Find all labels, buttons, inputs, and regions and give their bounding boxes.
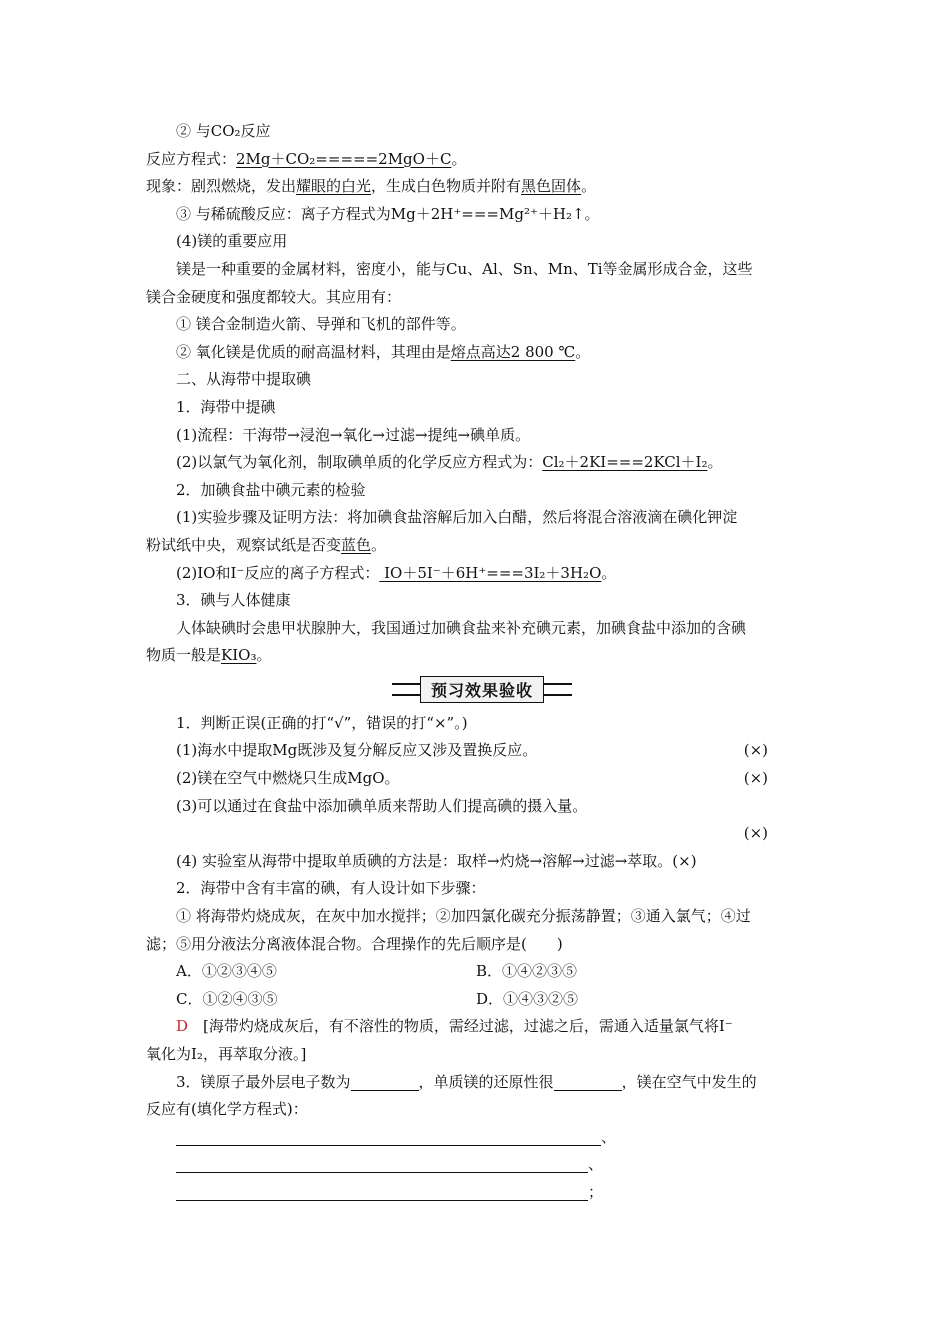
acid-reaction-line: ③ 与稀硫酸反应：离子方程式为Mg＋2H⁺===Mg²⁺＋H₂↑。 — [176, 204, 600, 223]
question-1: 1．判断正误(正确的打“√”，错误的打“×”。) — [176, 713, 468, 732]
banner-left-bar — [392, 683, 420, 696]
question-3-line-1: 3．镁原子最外层电子数为 ，单质镁的还原性很 ，镁在空气中发生的 — [176, 1072, 757, 1091]
application-item-1: ① 镁合金制造火箭、导弹和飞机的部件等。 — [176, 315, 466, 334]
question-1-item-1: (1)海水中提取Mg既涉及复分解反应又涉及置换反应。 (×) — [146, 737, 818, 765]
answer-mark: (×) — [743, 824, 768, 843]
option-a: A．①②③④⑤ — [176, 962, 277, 981]
fill-blank[interactable] — [176, 1127, 601, 1146]
chlorine-equation-line: (2)以氯气为氧化剂，制取碘单质的化学反应方程式为：Cl₂＋2KI===2KCl＋I₂。 — [176, 453, 723, 472]
process-flow-line: (1)流程：干海带→浸泡→氧化→过滤→提纯→碘单质。 — [176, 425, 531, 444]
answer-mark: (×) — [743, 741, 768, 760]
fill-blank[interactable] — [554, 1072, 622, 1091]
health-para-1: 人体缺碘时会患甲状腺肿大，我国通过加碘食盐来补充碘元素，加碘食盐中添加的含碘 — [176, 618, 747, 637]
co2-equation: 2Mg＋CO₂=====2MgO＋C — [236, 149, 452, 168]
ionic-equation-line: (2)IO和I⁻反应的离子方程式： IO＋5I⁻＋6H⁺===3I₂＋3H₂O。 — [176, 563, 617, 582]
application-title: (4)镁的重要应用 — [176, 232, 288, 251]
application-para-1: 镁是一种重要的金属材料，密度小，能与Cu、Al、Sn、Mn、Ti等金属形成合金，这些 — [176, 259, 753, 278]
co2-equation-line: 反应方程式：2Mg＋CO₂=====2MgO＋C。 — [146, 149, 467, 168]
heading-iodine-extraction: 1．海带中提碘 — [176, 397, 276, 416]
application-para-2: 镁合金硬度和强度都较大。其应用有： — [146, 287, 402, 306]
heading-iodine-health: 3．碘与人体健康 — [176, 591, 291, 610]
answer-letter: D — [176, 1017, 189, 1036]
section-banner — [392, 676, 572, 703]
health-para-2: 物质一般是KIO₃。 — [146, 646, 272, 665]
answer-mark: (×) — [743, 769, 768, 788]
question-2-steps-2: 滤；⑤用分液法分离液体混合物。合理操作的先后顺序是( ) — [146, 934, 563, 953]
question-3-line-2: 反应有(填化学方程式)： — [146, 1100, 308, 1119]
document-page — [146, 118, 818, 1207]
options-row-2 — [146, 986, 818, 1014]
fill-blank[interactable] — [176, 1154, 588, 1173]
question-1-item-2: (2)镁在空气中燃烧只生成MgO。 (×) — [146, 765, 818, 793]
phenomenon-line: 现象：剧烈燃烧，发出耀眼的白光，生成白色物质并附有黑色固体。 — [146, 177, 597, 196]
banner-title: 预习效果验收 — [420, 676, 544, 703]
test-method-line-1: (1)实验步骤及证明方法：将加碘食盐溶解后加入白醋，然后将混合溶液滴在碘化钾淀 — [176, 508, 738, 527]
answer-line-2: 、 — [146, 1151, 818, 1179]
fill-blank[interactable] — [351, 1072, 419, 1091]
question-2-steps-1: ① 将海带灼烧成灰，在灰中加水搅拌；②加四氯化碳充分振荡静置；③通入氯气；④过 — [176, 907, 751, 926]
option-c: C．①②④③⑤ — [176, 989, 278, 1008]
co2-reaction-title: ② 与CO₂反应 — [176, 122, 271, 140]
question-1-item-3-mark-line — [146, 820, 818, 848]
section-2-title: 二、从海带中提取碘 — [176, 370, 312, 389]
banner-right-bar — [544, 683, 572, 696]
question-1-item-4: (4) 实验室从海带中提取单质碘的方法是：取样→灼烧→溶解→过滤→萃取。(×) — [176, 851, 697, 870]
answer-explanation-2: 氧化为I₂，再萃取分液。] — [146, 1045, 307, 1063]
section-banner-row — [146, 670, 818, 710]
options-row-1 — [146, 958, 818, 986]
question-2: 2．海带中含有丰富的碘，有人设计如下步骤： — [176, 879, 486, 898]
option-b: B．①④②③⑤ — [476, 962, 578, 981]
heading-iodine-test: 2．加碘食盐中碘元素的检验 — [176, 480, 366, 499]
answer-line-1: 、 — [146, 1124, 818, 1152]
option-d: D．①④③②⑤ — [476, 989, 579, 1008]
answer-line-3: ； — [146, 1179, 818, 1207]
fill-blank[interactable] — [176, 1182, 588, 1201]
answer-explanation-1: D [海带灼烧成灰后，有不溶性的物质，需经过滤，过滤之后，需通入适量氯气将I⁻ — [176, 1017, 733, 1036]
question-1-item-3: (3)可以通过在食盐中添加碘单质来帮助人们提高碘的摄入量。 — [176, 796, 588, 815]
application-item-2: ② 氧化镁是优质的耐高温材料，其理由是熔点高达2 800 ℃。 — [176, 342, 591, 361]
test-method-line-2: 粉试纸中央，观察试纸是否变蓝色。 — [146, 535, 387, 554]
